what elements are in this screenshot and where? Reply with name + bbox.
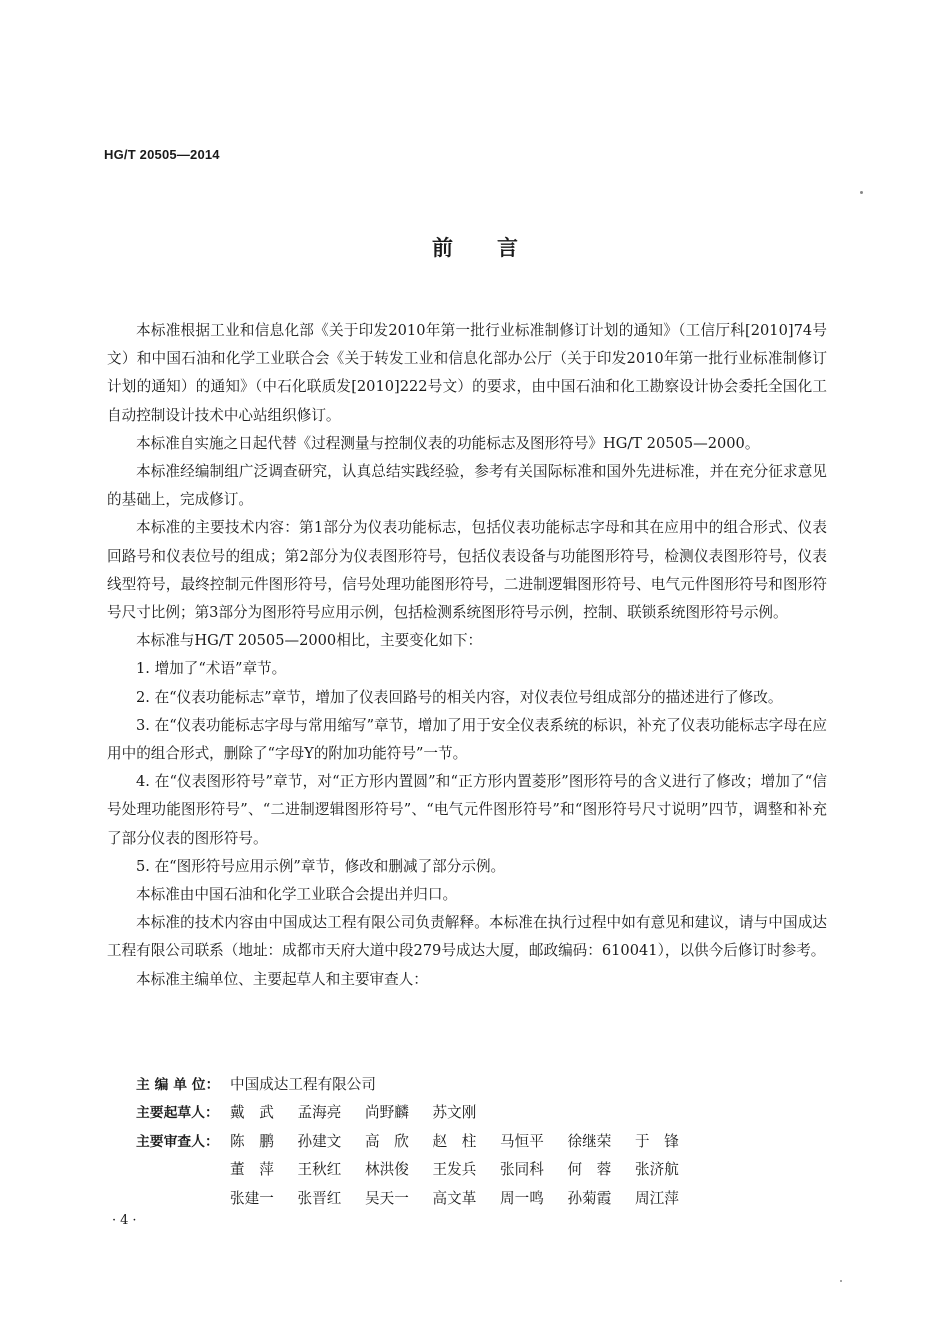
drafters-label: 主要起草人： xyxy=(136,1105,219,1122)
paragraph: 本标准的主要技术内容：第1部分为仪表功能标志，包括仪表功能标志字母和其在应用中的组合形式、仪表回路号和仪表位号的组成；第2部分为仪表图形符号，包括仪表设备与功能图形符号，检测仪表图形符号，仪表线型符号，最终控制元件图形符号，信号处理功能图形符号，二进制逻辑图形符号、电气元件图形符号和图形符号尺寸比例；第3部分为图形符号应用示例，包括检测系统图形符号示例，控制、联锁系统图形符号示例。 xyxy=(107,519,827,622)
paragraph: 5. 在“图形符号应用示例”章节，修改和删减了部分示例。 xyxy=(136,857,506,875)
paragraph: 本标准自实施之日起代替《过程测量与控制仪表的功能标志及图形符号》HG/T 20505—2000。 xyxy=(136,434,760,452)
reviewer-name: 马恒平 xyxy=(500,1132,544,1150)
paragraph: 本标准经编制组广泛调查研究，认真总结实践经验，参考有关国际标准和国外先进标准，并在充分征求意见的基础上，完成修订。 xyxy=(107,463,827,509)
reviewer-name: 孙建文 xyxy=(297,1132,342,1150)
page-number: ·4· xyxy=(112,1213,141,1228)
reviewer-name: 周一鸣 xyxy=(500,1189,544,1207)
reviewer-name: 孙菊霞 xyxy=(567,1189,612,1207)
drafters-row xyxy=(136,1099,703,1127)
reviewers-label: 主要审查人： xyxy=(136,1133,219,1150)
reviewer-name: 高文革 xyxy=(432,1189,477,1207)
reviewers-row xyxy=(136,1185,703,1213)
reviewer-name: 周江萍 xyxy=(635,1189,679,1207)
paragraph: 本标准根据工业和信息化部《关于印发2010年第一批行业标准制修订计划的通知》（工信厅科[2010]74号文）和中国石油和化学工业联合会《关于转发工业和信息化部办公厅（关于印发2010年第一批行业标准制修订计划的通知）的通知》（中石化联质发[2010]222号文）的要求，由中国石油和化工勘察设计协会委托全国化工自动控制设计技术中心站组织修订。 xyxy=(107,322,827,424)
reviewer-name: 何 蓉 xyxy=(567,1161,612,1179)
page-title xyxy=(0,232,950,262)
reviewer-name: 王秋红 xyxy=(297,1161,342,1179)
drafter-name: 孟海亮 xyxy=(297,1104,342,1122)
reviewer-name: 徐继荣 xyxy=(567,1132,612,1150)
title-char-1: 前 xyxy=(432,236,453,260)
paragraph: 本标准由中国石油和化学工业联合会提出并归口。 xyxy=(136,886,458,904)
paragraph: 1. 增加了“术语”章节。 xyxy=(136,660,287,678)
reviewer-name: 张同科 xyxy=(500,1161,544,1179)
editor-unit: 中国成达工程有限公司 xyxy=(230,1076,376,1093)
reviewer-name: 董 萍 xyxy=(230,1161,274,1179)
paragraph: 本标准的技术内容由中国成达工程有限公司负责解释。本标准在执行过程中如有意见和建议，请与中国成达工程有限公司联系（地址：成都市天府大道中段279号成达大厦，邮政编码：610041），以供今后修订时参考。 xyxy=(107,914,827,960)
paragraph: 本标准主编单位、主要起草人和主要审查人： xyxy=(136,970,428,988)
drafter-name: 尚野麟 xyxy=(365,1104,409,1122)
reviewer-name: 高 欣 xyxy=(365,1132,409,1150)
paragraph: 4. 在“仪表图形符号”章节，对“正方形内置圆”和“正方形内置菱形”图形符号的含义进行了修改；增加了“信号处理功能图形符号”、“二进制逻辑图形符号”、“电气元件图形符号”和“图形符号尺寸说明”四节，调整和补充了部分仪表的图形符号。 xyxy=(107,773,827,847)
reviewer-name: 张济航 xyxy=(635,1161,679,1179)
reviewers-row xyxy=(136,1156,703,1184)
reviewer-name: 张建一 xyxy=(230,1189,274,1207)
drafter-name: 苏文刚 xyxy=(432,1104,477,1122)
reviewer-name: 吴天一 xyxy=(365,1189,409,1207)
scan-speck xyxy=(860,191,863,194)
scan-speck xyxy=(840,1280,842,1282)
editor-label: 主 编 单 位： xyxy=(136,1077,220,1093)
paragraph: 2. 在“仪表功能标志”章节，增加了仪表回路号的相关内容，对仪表位号组成部分的描述进行了修改。 xyxy=(136,688,783,706)
paragraph: 本标准与HG/T 20505—2000相比，主要变化如下： xyxy=(136,632,483,650)
reviewer-name: 赵 柱 xyxy=(432,1132,477,1150)
drafter-name: 戴 武 xyxy=(230,1104,274,1122)
reviewer-name: 于 锋 xyxy=(635,1132,679,1150)
reviewer-name: 陈 鹏 xyxy=(230,1132,274,1150)
reviewer-name: 王发兵 xyxy=(432,1161,477,1179)
reviewers-row xyxy=(136,1128,703,1156)
title-char-2: 言 xyxy=(497,236,518,260)
reviewer-name: 张晋红 xyxy=(297,1189,342,1207)
paragraph: 3. 在“仪表功能标志字母与常用缩写”章节，增加了用于安全仪表系统的标识，补充了仪表功能标志字母在应用中的组合形式，删除了“字母Y的附加功能符号”一节。 xyxy=(107,716,827,763)
reviewer-name: 林洪俊 xyxy=(365,1161,409,1179)
editor-row xyxy=(136,1071,703,1099)
preface-body xyxy=(107,317,827,994)
standard-code: HG/T 20505—2014 xyxy=(104,147,220,162)
staff-list xyxy=(136,1071,703,1213)
